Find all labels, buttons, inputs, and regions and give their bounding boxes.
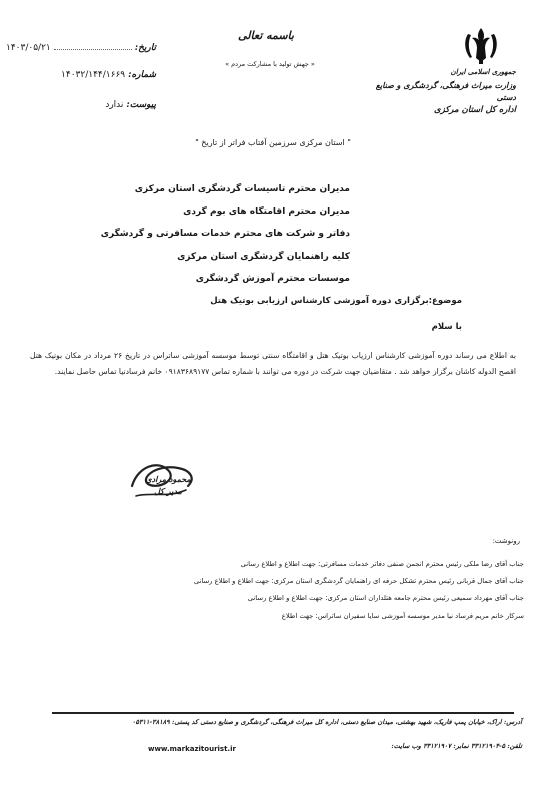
recipient-item: مدیران محترم تاسیسات گردشگری استان مرکزی	[134, 184, 350, 194]
footer-website-link[interactable]: www.markazitourist.ir	[148, 745, 236, 753]
iran-emblem-icon	[460, 24, 502, 66]
recipient-item: دفاتر و شرکت های محترم خدمات مسافرتی و گردشگری	[100, 229, 350, 239]
date-value: ۱۴۰۳/۰۵/۲۱	[6, 43, 51, 53]
cc-title: رونوشت:	[492, 537, 520, 545]
cc-item: جناب آقای جمال قربانی رئیس محترم تشکل حرفه ای راهنمایان گردشگری استان مرکزی: جهت اطلاع و اطلاع رسانی	[193, 577, 524, 586]
ministry-line-3: اداره کل استان مرکزی	[434, 104, 516, 115]
attachment-value: ندارد	[105, 100, 124, 110]
banner-slogan: " استان مرکزی سرزمین آفتاب فراتر از تاریخ "	[195, 138, 351, 147]
date-dotted-line	[54, 40, 132, 50]
ministry-line-1: جمهوری اسلامی ایران	[450, 67, 516, 76]
recipient-item: مدیران محترم اقامتگاه های بوم گردی	[183, 206, 350, 217]
signature-name: محمود مرادی	[145, 474, 191, 484]
cc-item: جناب آقای مهرداد سمیعی رئیس محترم جامعه هتلداران استان مرکزی: جهت اطلاع و اطلاع رسانی	[247, 594, 524, 603]
signature-title: مدیر کل	[154, 486, 182, 496]
recipient-item: موسسات محترم آموزش گردشگری	[195, 274, 350, 284]
recipients-list	[50, 178, 350, 291]
footer-address: آدرس: اراک، خیابان پمپ فاریک، شهید بهشتی، میدان صنایع دستی، اداره کل میراث فرهنگی، گردشگری و صنایع دستی کد پستی: ۳۸۱۸۹-۰۵۳۱۱	[131, 718, 522, 726]
cc-list	[24, 556, 524, 625]
ministry-line-2: وزارت میراث فرهنگی، گردشگری و صنایع دستی	[375, 79, 516, 102]
number-field	[6, 70, 156, 80]
cc-item: جناب آقای رضا ملکی رئیس محترم انجمن صنفی دفاتر خدمات مسافرتی: جهت اطلاع و اطلاع رسانی	[240, 560, 524, 568]
number-value: ۱۴۰۳۲/۱۴۴/۱۶۶۹	[61, 70, 126, 80]
footer-phone: تلفن: ۵-۳۳۱۲۱۹۰۴ نمابر: ۳۳۱۲۱۹۰۷ وب سایت:	[391, 742, 522, 750]
recipient-item: کلیه راهنمایان گردشگری استان مرکزی	[177, 251, 350, 262]
ministry-letterhead	[356, 66, 516, 116]
subject-line: موضوع:برگزاری دوره آموزشی کارشناس ارزیابی بوتیک هتل	[210, 296, 462, 306]
attachment-label: پیوست:	[126, 100, 156, 110]
number-label: شماره:	[128, 70, 156, 80]
slogan: « جهش تولید با مشارکت مردم »	[225, 60, 315, 68]
date-field	[6, 40, 156, 53]
basmala-heading: باسمه تعالی	[238, 29, 294, 42]
date-label: تاریخ:	[134, 43, 156, 53]
letter-body: به اطلاع می رساند دوره آموزشی کارشناس ارزیاب بوتیک هتل و اقامتگاه سنتی توسط موسسه آموزشی ساتراس در تاریخ ۲۶ مرداد در مکان بوتیک هتل اقصح الدوله کاشان برگزار خواهد شد . متقاضیان جهت شرکت در دوره می توانند با شماره تماس ۰۹۱۸۳۶۸۹۱۷۷ خانم فرسادنیا تماس حاصل نمایند.	[30, 351, 516, 376]
cc-item: سرکار خانم مریم فرساد نیا مدیر موسسه آموزشی سایا سفیران ساتراس: جهت اطلاع	[281, 611, 524, 620]
greeting: با سلام	[431, 322, 462, 332]
footer-divider	[52, 712, 514, 714]
attachment-field	[56, 100, 156, 110]
